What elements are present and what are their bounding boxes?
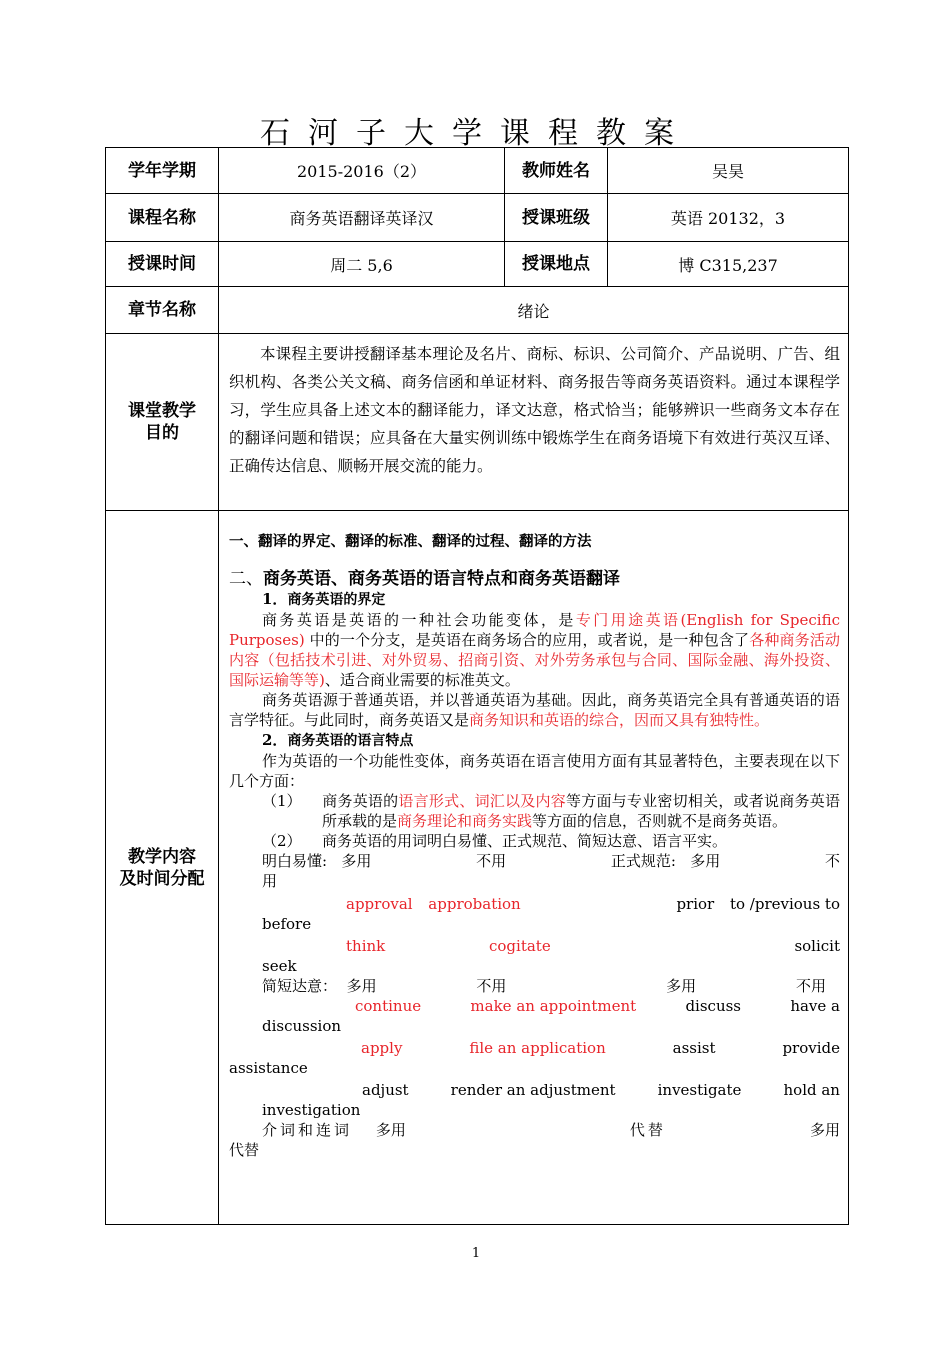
word-row-think bbox=[229, 936, 840, 956]
goal-label-line2: 目的 bbox=[145, 423, 179, 443]
paragraph-1-highlight-2: 各种商务活动内容（包括技术引进、对外贸易、招商引资、对外劳务承包与合同、国际金融、海外投资、国际运输等等) bbox=[229, 631, 840, 689]
section-heading-1: 一、翻译的界定、翻译的标准、翻译的过程、翻译的方法 bbox=[229, 534, 592, 550]
paragraph-2 bbox=[229, 690, 840, 730]
place-value: 博 C315,237 bbox=[608, 242, 849, 287]
list-item-1-highlight-2: 商务理论和商务实践 bbox=[397, 812, 533, 830]
list-item-1-number: （1） bbox=[262, 792, 302, 810]
subheading-1-number: 1． bbox=[262, 590, 288, 608]
use-label-6: 多用 bbox=[809, 1121, 840, 1139]
word-provide: provide bbox=[782, 1039, 840, 1057]
not-use-wrap: 用 bbox=[262, 872, 278, 890]
section-heading-2-number: 二、 bbox=[229, 569, 263, 589]
word-discuss: discuss bbox=[685, 997, 742, 1015]
paragraph-2-highlight: 商务知识和英语的综合，因而又具有独特性。 bbox=[469, 711, 770, 729]
place-label: 授课地点 bbox=[505, 242, 608, 287]
course-value: 商务英语翻译英译汉 bbox=[219, 194, 505, 242]
replace-label: 代替 bbox=[629, 1121, 666, 1139]
paragraph-1-highlight-1: 专门用途英语(English for Specific Purposes) bbox=[229, 611, 840, 649]
word-row-brief-header bbox=[229, 976, 840, 996]
term-label: 学年学期 bbox=[106, 148, 219, 194]
word-row-continue bbox=[229, 996, 840, 1016]
subheading-1 bbox=[229, 589, 840, 610]
subheading-1-text: 商务英语的界定 bbox=[287, 592, 386, 608]
paragraph-1-part-a: 商务英语是英语的一种社会功能变体，是 bbox=[262, 611, 576, 629]
list-item-1-part-a: 商务英语的 bbox=[322, 792, 399, 810]
term-value: 2015-2016（2） bbox=[219, 148, 505, 194]
word-apply: apply bbox=[361, 1039, 403, 1057]
word-row-easy-header bbox=[229, 851, 840, 871]
word-approval: approval bbox=[346, 895, 413, 913]
course-label: 课程名称 bbox=[106, 194, 219, 242]
content-label-line2: 及时间分配 bbox=[119, 868, 205, 889]
section-heading-2 bbox=[229, 569, 840, 589]
word-previous: to /previous to bbox=[729, 895, 840, 913]
paragraph-3: 作为英语的一个功能性变体，商务英语在语言使用方面有其显著特色，主要表现在以下几个方面： bbox=[229, 752, 840, 790]
not-use-label: 不用 bbox=[476, 852, 507, 870]
word-row-apply bbox=[229, 1038, 840, 1058]
list-item-1-part-b: 等方面与专业密切相关，或者说商务英语所承载的是 bbox=[322, 792, 840, 830]
word-hold-an: hold an bbox=[783, 1081, 840, 1099]
word-approbation: approbation bbox=[428, 895, 521, 913]
word-adjust: adjust bbox=[362, 1081, 409, 1099]
brief-label bbox=[262, 976, 377, 996]
list-item-2-text: 商务英语的用词明白易懂、正式规范、简短达意、语言平实。 bbox=[322, 832, 728, 850]
word-row-prep bbox=[229, 1120, 840, 1140]
list-item-1-highlight-1: 语言形式、词汇以及内容 bbox=[398, 792, 566, 810]
easy-label bbox=[262, 851, 371, 871]
content-label-line1: 教学内容 bbox=[128, 846, 196, 867]
word-seek: seek bbox=[262, 957, 297, 975]
class-label: 授课班级 bbox=[505, 194, 608, 242]
list-item-2 bbox=[229, 831, 840, 851]
teacher-value: 吴昊 bbox=[608, 148, 849, 194]
content-label bbox=[106, 511, 219, 1225]
class-value: 英语 20132，3 bbox=[608, 194, 849, 242]
list-item-1-part-c: 等方面的信息，否则就不是商务英语。 bbox=[532, 812, 788, 830]
subheading-2-text: 商务英语的语言特点 bbox=[287, 733, 414, 749]
word-assist: assist bbox=[672, 1039, 716, 1057]
goal-label-line1: 课堂教学 bbox=[128, 401, 196, 421]
chapter-value: 绪论 bbox=[219, 287, 849, 334]
not-use-label-4: 不用 bbox=[795, 977, 826, 995]
prep-label-text: 介词和连词 bbox=[262, 1121, 353, 1139]
word-row-approval bbox=[229, 894, 840, 914]
subheading-2 bbox=[229, 730, 840, 751]
formal-label-text: 正式规范: bbox=[610, 852, 676, 870]
use-label-3: 多用 bbox=[346, 977, 377, 995]
goal-text: 本课程主要讲授翻译基本理论及名片、商标、标识、公司简介、产品说明、广告、组织机构、各类公关文稿、商务信函和单证材料、商务报告等商务英语资料。通过本课程学习，学生应具备上述文本的翻译能力，译文达意，格式恰当；能够辨识一些商务文本存在的翻译问题和错误；应具备在大量实例训练中锻炼学生在商务语境下有效进行英汉互译、正确传达信息、顺畅开展交流的能力。 bbox=[219, 334, 849, 511]
word-continue: continue bbox=[355, 997, 422, 1015]
paragraph-2-part-a: 商务英语源于普通英语，并以普通英语为基础。因此，商务英语完全具有普通英语的语言学特征。与此同时，商务英语又是 bbox=[229, 691, 840, 729]
easy-label-text: 明白易懂: bbox=[262, 852, 328, 870]
teacher-label: 教师姓名 bbox=[505, 148, 608, 194]
word-investigate: investigate bbox=[657, 1081, 742, 1099]
not-use-label-3: 不用 bbox=[476, 977, 507, 995]
word-think: think bbox=[346, 937, 386, 955]
brief-label-text: 简短达意： bbox=[262, 977, 338, 995]
word-file-an-application: file an application bbox=[469, 1039, 606, 1057]
paragraph-1-part-b: 中的一个分支，是英语在商务场合的应用，或者说，是一种包含了 bbox=[304, 631, 750, 649]
list-item-1 bbox=[229, 791, 840, 831]
word-cogitate: cogitate bbox=[488, 937, 551, 955]
list-item-2-number: （2） bbox=[262, 832, 302, 850]
time-value: 周二 5,6 bbox=[219, 242, 505, 287]
section-heading-2-text: 商务英语、商务英语的语言特点和商务英语翻译 bbox=[263, 569, 620, 589]
use-label-2: 多用 bbox=[690, 852, 721, 870]
page-number: 1 bbox=[471, 1246, 481, 1261]
paragraph-1-part-c: 、适合商业需要的标准英文。 bbox=[324, 671, 520, 689]
word-render-an-adjustment: render an adjustment bbox=[450, 1081, 616, 1099]
replace-label-wrap: 代替 bbox=[229, 1141, 260, 1159]
word-row-adjust bbox=[229, 1080, 840, 1100]
lesson-plan-table bbox=[105, 147, 849, 1225]
use-label-4: 多用 bbox=[666, 977, 697, 995]
word-before: before bbox=[262, 915, 312, 933]
formal-label bbox=[611, 851, 720, 871]
word-solicit: solicit bbox=[794, 937, 840, 955]
use-label-5: 多用 bbox=[375, 1121, 406, 1139]
time-label: 授课时间 bbox=[106, 242, 219, 287]
word-assistance: assistance bbox=[229, 1059, 308, 1077]
document-title: 石河子大学课程教案 bbox=[260, 116, 692, 151]
word-make-an-appointment: make an appointment bbox=[470, 997, 637, 1015]
use-label: 多用 bbox=[341, 852, 372, 870]
goal-label bbox=[106, 334, 219, 511]
word-prior: prior bbox=[676, 895, 715, 913]
word-discussion: discussion bbox=[262, 1017, 342, 1035]
word-investigation: investigation bbox=[262, 1101, 361, 1119]
chapter-label: 章节名称 bbox=[106, 287, 219, 334]
subheading-2-number: 2． bbox=[262, 731, 288, 749]
paragraph-1 bbox=[229, 610, 840, 690]
not-use-label-2: 不 bbox=[824, 852, 840, 870]
prep-label bbox=[262, 1120, 406, 1140]
word-have-a: have a bbox=[790, 997, 840, 1015]
content-body bbox=[219, 511, 849, 1225]
